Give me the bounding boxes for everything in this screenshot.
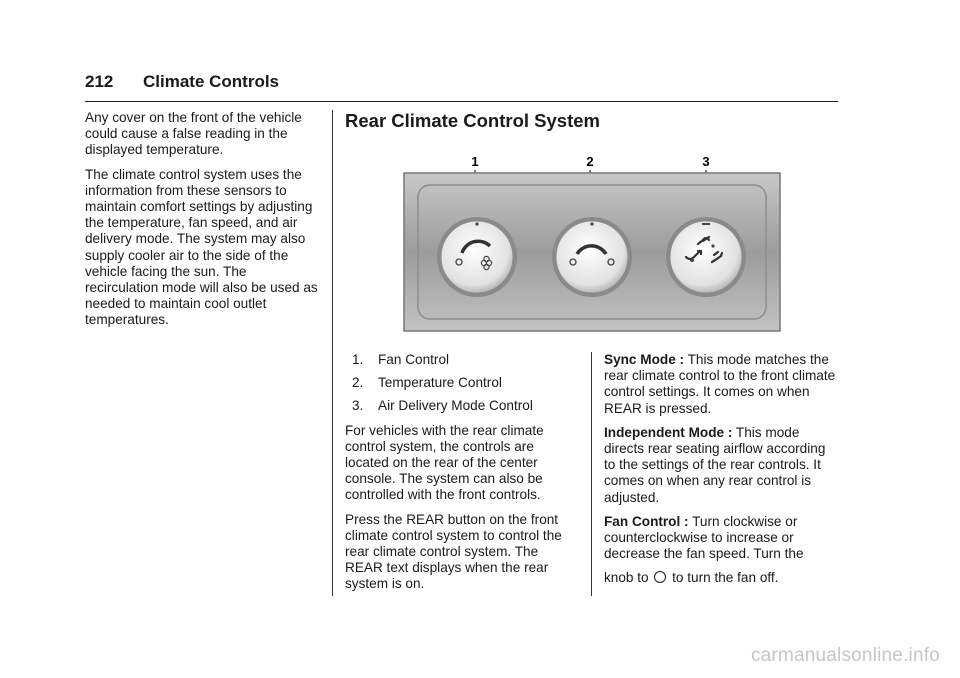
- right-column: [604, 352, 840, 595]
- paragraph: Press the REAR button on the front climate control system to control the rear climate control system. The REAR text displays when the rear system is on.: [345, 511, 562, 592]
- list-label: Air Delivery Mode Control: [378, 398, 533, 414]
- definition: This mode matches the rear climate control to the front climate control settings. It comes on when REAR is pressed.: [604, 352, 836, 416]
- term: Fan Control :: [604, 513, 689, 529]
- text: knob to: [604, 570, 653, 586]
- callout-number: 2: [586, 154, 594, 169]
- fan-control-paragraph: [604, 514, 840, 563]
- list-label: Temperature Control: [378, 375, 502, 391]
- column-divider: [332, 110, 333, 596]
- independent-mode-paragraph: [604, 425, 840, 506]
- definition: This mode directs rear seating airflow according to the settings of the rear controls. It comes on when any rear control is adjusted.: [604, 424, 826, 505]
- list-number: 3.: [352, 398, 364, 414]
- callout-number: 3: [702, 154, 710, 169]
- watermark: carmanualsonline.info: [750, 645, 940, 666]
- list-number: 1.: [352, 352, 364, 367]
- column-divider: [591, 352, 592, 596]
- fan-off-icon: [654, 571, 666, 583]
- rear-climate-control-illustration: [400, 150, 785, 335]
- definition: Turn clockwise or counterclockwise to increase or decrease the fan speed. Turn the: [604, 513, 804, 562]
- middle-column: [345, 352, 575, 601]
- term: Independent Mode :: [604, 424, 733, 440]
- left-column: [85, 110, 321, 337]
- callout-number: 1: [471, 154, 479, 169]
- page-header: [85, 72, 838, 102]
- chapter-title: Climate Controls: [143, 72, 280, 91]
- list-label: Fan Control: [378, 352, 450, 367]
- page-number: 212: [85, 72, 114, 91]
- text: to turn the fan off.: [668, 570, 779, 586]
- paragraph: For vehicles with the rear climate control system, the controls are located on the rear of the center console. The system can also be controlled with the front controls.: [345, 422, 544, 503]
- paragraph: Any cover on the front of the vehicle could cause a false reading in the displayed temperature.: [85, 110, 302, 158]
- list-number: 2.: [352, 375, 364, 391]
- paragraph: The climate control system uses the information from these sensors to maintain comfort settings by adjusting the temperature, fan speed, and air delivery mode. The system may also supply cooler air to the side of the vehicle facing the sun. The recirculation mode will also be used as needed to maintain cool outlet temperatures.: [85, 166, 318, 328]
- air-delivery-mode-knob: [666, 217, 746, 297]
- fan-control-knob: [437, 217, 517, 297]
- section-title: Rear Climate Control System: [345, 110, 600, 131]
- control-list: [345, 352, 575, 415]
- sync-mode-paragraph: [604, 352, 840, 417]
- fan-off-instruction: [604, 570, 840, 586]
- list-item: [345, 398, 575, 414]
- temperature-control-knob: [552, 217, 632, 297]
- list-item: [345, 352, 575, 368]
- list-item: [345, 375, 575, 391]
- term: Sync Mode :: [604, 352, 685, 367]
